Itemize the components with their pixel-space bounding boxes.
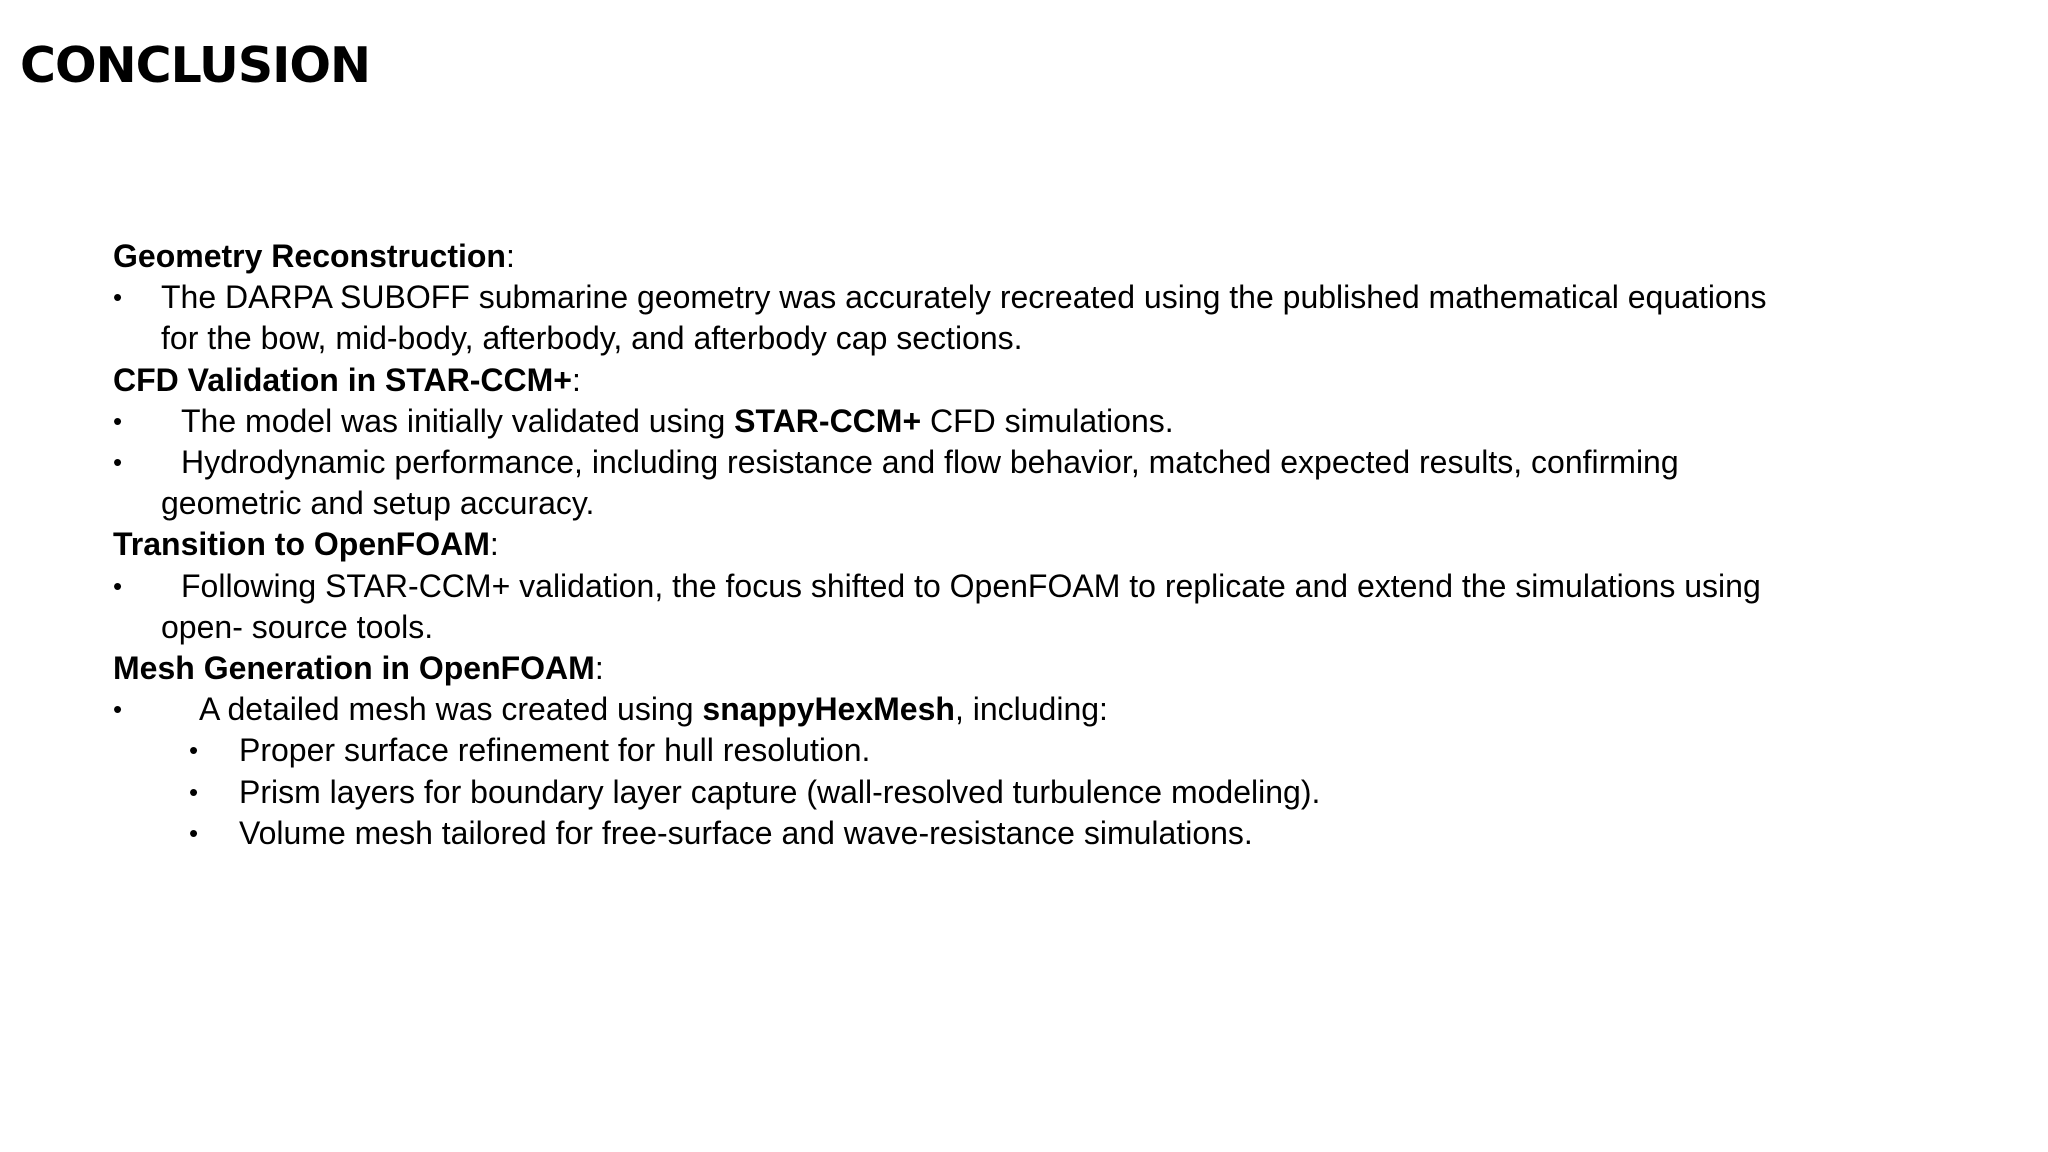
section-heading-cfd <box>113 360 1933 401</box>
list-item-text-post: , including: <box>954 691 1108 728</box>
list-item-text-bold: snappyHexMesh <box>702 691 955 728</box>
list-item-text <box>113 689 1933 730</box>
list-item-text-bold: STAR-CCM+ <box>734 402 922 439</box>
sub-list-item-text: Prism layers for boundary layer capture (wall-resolved turbulence modeling). <box>239 773 1321 810</box>
list-item-text <box>113 566 1933 648</box>
list-item-line: open- source tools. <box>161 608 434 645</box>
section-heading-transition <box>113 524 1933 565</box>
heading-colon: : <box>489 526 499 563</box>
list-item <box>113 689 1933 730</box>
bullet-glyph: • <box>189 776 199 807</box>
sub-list-item <box>113 772 1933 813</box>
heading-colon: : <box>571 361 581 398</box>
list-item <box>113 566 1933 648</box>
heading-colon: : <box>594 650 604 687</box>
list-item-text <box>113 442 1933 524</box>
bullet-glyph: • <box>113 447 123 478</box>
sub-list-item-text: Proper surface refinement for hull resolution. <box>239 732 871 769</box>
bullet-glyph: • <box>113 282 123 313</box>
heading-text: Mesh Generation in OpenFOAM <box>113 650 595 687</box>
sub-list-item-text: Volume mesh tailored for free-surface and wave-resistance simulations. <box>239 814 1253 851</box>
list-item <box>113 401 1933 442</box>
sub-list-item <box>113 730 1933 771</box>
list-item-text-post: CFD simulations. <box>921 402 1174 439</box>
list-item <box>113 277 1933 359</box>
list-item-line: Following STAR-CCM+ validation, the focus shifted to OpenFOAM to replicate and extend the simulations using <box>181 567 1761 604</box>
heading-text: Transition to OpenFOAM <box>113 526 490 563</box>
list-item-text <box>113 401 1933 442</box>
heading-colon: : <box>505 238 515 274</box>
bullet-glyph: • <box>189 735 199 766</box>
section-heading-geometry <box>113 236 1933 277</box>
list-item-text-pre: A detailed mesh was created using <box>199 691 703 728</box>
list-item-line: for the bow, mid-body, afterbody, and afterbody cap sections. <box>161 320 1023 357</box>
list-item-line: The DARPA SUBOFF submarine geometry was accurately recreated using the published mathematical equations <box>161 279 1767 316</box>
slide-title: CONCLUSION <box>20 37 371 94</box>
list-item-text-pre: The model was initially validated using <box>181 402 735 439</box>
list-item-text <box>113 277 1933 359</box>
list-item-line: geometric and setup accuracy. <box>161 485 595 522</box>
list-item-line: Hydrodynamic performance, including resistance and flow behavior, matched expected results, confirming <box>181 444 1679 481</box>
bullet-glyph: • <box>113 570 123 601</box>
heading-text: Geometry Reconstruction <box>113 238 506 274</box>
sub-list-item <box>113 813 1933 854</box>
bullet-glyph: • <box>113 405 123 436</box>
bullet-glyph: • <box>189 817 199 848</box>
list-item <box>113 442 1933 524</box>
slide-content <box>113 236 1933 854</box>
bullet-glyph: • <box>113 694 123 725</box>
heading-text: CFD Validation in STAR-CCM+ <box>113 361 572 398</box>
section-heading-mesh <box>113 648 1933 689</box>
